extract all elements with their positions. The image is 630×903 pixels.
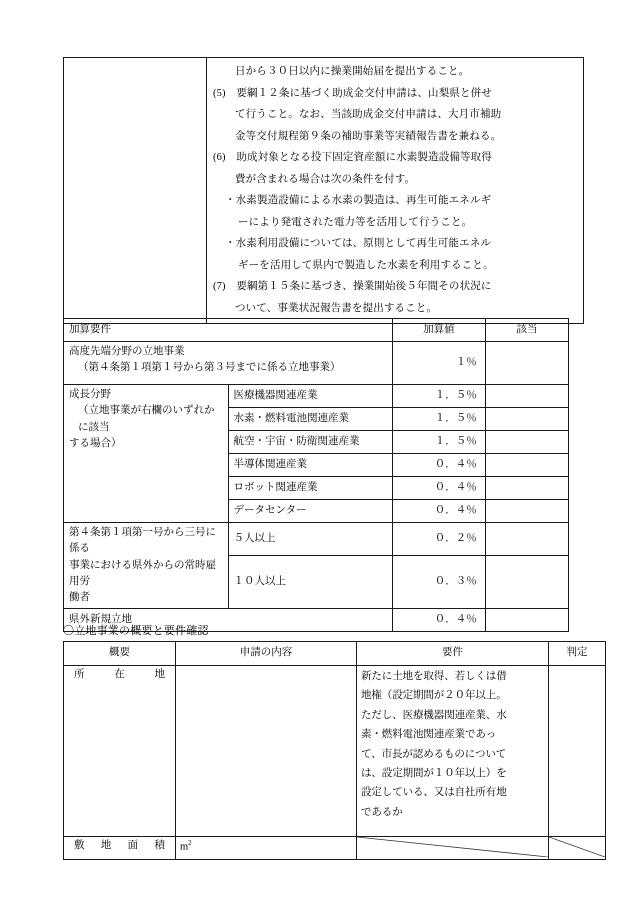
employment-line-3: 働者 [69, 592, 90, 604]
requirement-line: であるか [361, 806, 403, 818]
condition-line: ・水素製造設備による水素の製造は、再生可能エネルギ [225, 195, 492, 206]
condition-line: ギーを活用して県内で製造した水素を利用すること。 [238, 259, 494, 271]
site-area-unit: m [180, 841, 189, 853]
site-area-judgement-cell [549, 837, 606, 860]
employment-requirement-cell [64, 523, 229, 609]
growth-requirement-cell [64, 385, 229, 523]
new-site-requirement: 県外新規立地 [64, 609, 393, 632]
condition-line: ーにより発電された電力等を活用して行うこと。 [238, 216, 473, 228]
location-label-cell [64, 666, 176, 837]
growth-line-2: （立地事業が右欄のいずれかに該当 [78, 405, 215, 433]
requirement-line: て、市長が認めるものについて [361, 748, 507, 760]
advanced-requirement-cell [64, 342, 393, 385]
table-row-location [64, 666, 606, 837]
site-area-unit-exponent: 2 [188, 839, 192, 847]
header-applicable: 該当 [485, 319, 568, 342]
conditions-table [63, 57, 584, 324]
table-row-growth [64, 385, 569, 408]
employment-line-2: 事業における県外からの常時雇用労 [69, 559, 216, 587]
growth-line-1: 成長分野 [69, 389, 111, 400]
growth-item-applicable[interactable] [485, 454, 568, 477]
requirement-line: 素・燃料電池関連産業であっ [361, 729, 497, 741]
growth-item-value: ０．４％ [393, 454, 486, 477]
header-hantei: 判定 [549, 642, 606, 666]
employment-item-label: １０人以上 [228, 556, 393, 609]
location-input-cell[interactable] [176, 666, 357, 837]
growth-item-label: ロボット関連産業 [228, 477, 393, 500]
growth-item-value: ０．４％ [393, 500, 486, 523]
condition-line: ・水素利用設備については、原則として再生可能エネル [225, 238, 492, 249]
requirement-line: 地権（設定期間が２０年以上。 [361, 690, 507, 702]
growth-item-applicable[interactable] [485, 431, 568, 454]
growth-item-label: 水素・燃料電池関連産業 [228, 408, 393, 431]
growth-item-applicable[interactable] [485, 385, 568, 408]
condition-line: 金等交付規程第９条の補助事業等実績報告書を兼ねる。 [235, 130, 502, 142]
strikethrough-diagonal-icon [549, 837, 605, 857]
table-header-row [64, 642, 606, 666]
growth-item-value: １．５％ [393, 431, 486, 454]
condition-line: (7) 要綱第１５条に基づき、操業開始後５年間その状況に [213, 281, 492, 292]
table-header-row [64, 319, 569, 342]
advanced-value: １％ [393, 342, 486, 385]
employment-item-value: ０．３％ [393, 556, 486, 609]
employment-item-applicable[interactable] [485, 556, 568, 609]
requirement-line: 設定している、又は自社所有地 [361, 787, 507, 799]
growth-item-value: １．５％ [393, 408, 486, 431]
table-row-site-area [64, 837, 606, 860]
employment-item-label: ５人以上 [228, 523, 393, 556]
employment-item-applicable[interactable] [485, 523, 568, 556]
header-naiyo: 申請の内容 [176, 642, 357, 666]
header-requirement: 加算要件 [64, 319, 393, 342]
employment-line-1: 第４条第１項第一号から三号に係る [69, 527, 216, 555]
site-area-requirement-cell [357, 837, 549, 860]
conditions-blank-cell [64, 58, 207, 324]
growth-item-label: データセンター [228, 500, 393, 523]
conditions-body-cell [207, 58, 584, 324]
site-area-input-cell[interactable] [176, 837, 357, 860]
growth-item-label: 半導体関連産業 [228, 454, 393, 477]
table-row [64, 58, 584, 324]
header-gaiyo: 概要 [64, 642, 176, 666]
condition-line: 費が含まれる場合は次の条件を付す。 [235, 173, 416, 185]
location-requirement-cell [357, 666, 549, 837]
strikethrough-diagonal-icon [357, 837, 548, 857]
growth-item-applicable[interactable] [485, 408, 568, 431]
new-site-value: ０．４％ [393, 609, 486, 632]
header-value: 加算値 [393, 319, 486, 342]
advanced-applicable[interactable] [485, 342, 568, 385]
advanced-line-2: （第４条第１項第１号から第３号までに係る立地事業） [78, 362, 341, 374]
condition-line: 日から３０日以内に操業開始届を提出すること。 [235, 66, 470, 77]
header-youken: 要件 [357, 642, 549, 666]
table-row-advanced [64, 342, 569, 385]
overview-requirements-table [63, 641, 606, 860]
location-label: 所在地 [74, 669, 165, 680]
new-site-applicable[interactable] [485, 609, 568, 632]
site-area-label: 敷地面積 [74, 840, 165, 851]
condition-line: (5) 要綱１２条に基づく助成金交付申請は、山梨県と併せ [213, 87, 492, 99]
bonus-requirements-table [63, 318, 569, 632]
growth-item-applicable[interactable] [485, 500, 568, 523]
location-judgement-cell[interactable] [549, 666, 606, 837]
growth-item-applicable[interactable] [485, 477, 568, 500]
table-row-employment [64, 523, 569, 556]
section-heading: 〇立地事業の概要と要件確認 [63, 625, 209, 637]
requirement-line: は、設定期間が１０年以上）を [361, 768, 507, 780]
site-area-label-cell [64, 837, 176, 860]
requirement-line: 新たに土地を取得、若しくは借 [361, 671, 507, 682]
condition-line: ついて、事業状況報告書を提出すること。 [235, 302, 438, 314]
requirement-line: ただし、医療機器関連産業、水 [361, 709, 507, 721]
employment-item-value: ０．２％ [393, 523, 486, 556]
growth-line-3: する場合） [69, 437, 122, 449]
condition-line: て行うこと。なお、当該助成金交付申請は、大月市補助 [235, 109, 502, 120]
growth-item-value: １．５％ [393, 385, 486, 408]
advanced-line-1: 高度先端分野の立地事業 [69, 346, 185, 357]
growth-item-value: ０．４％ [393, 477, 486, 500]
growth-item-label: 航空・宇宙・防衛関連産業 [228, 431, 393, 454]
condition-line: (6) 助成対象となる投下固定資産額に水素製造設備等取得 [213, 152, 492, 163]
growth-item-label: 医療機器関連産業 [228, 385, 393, 408]
